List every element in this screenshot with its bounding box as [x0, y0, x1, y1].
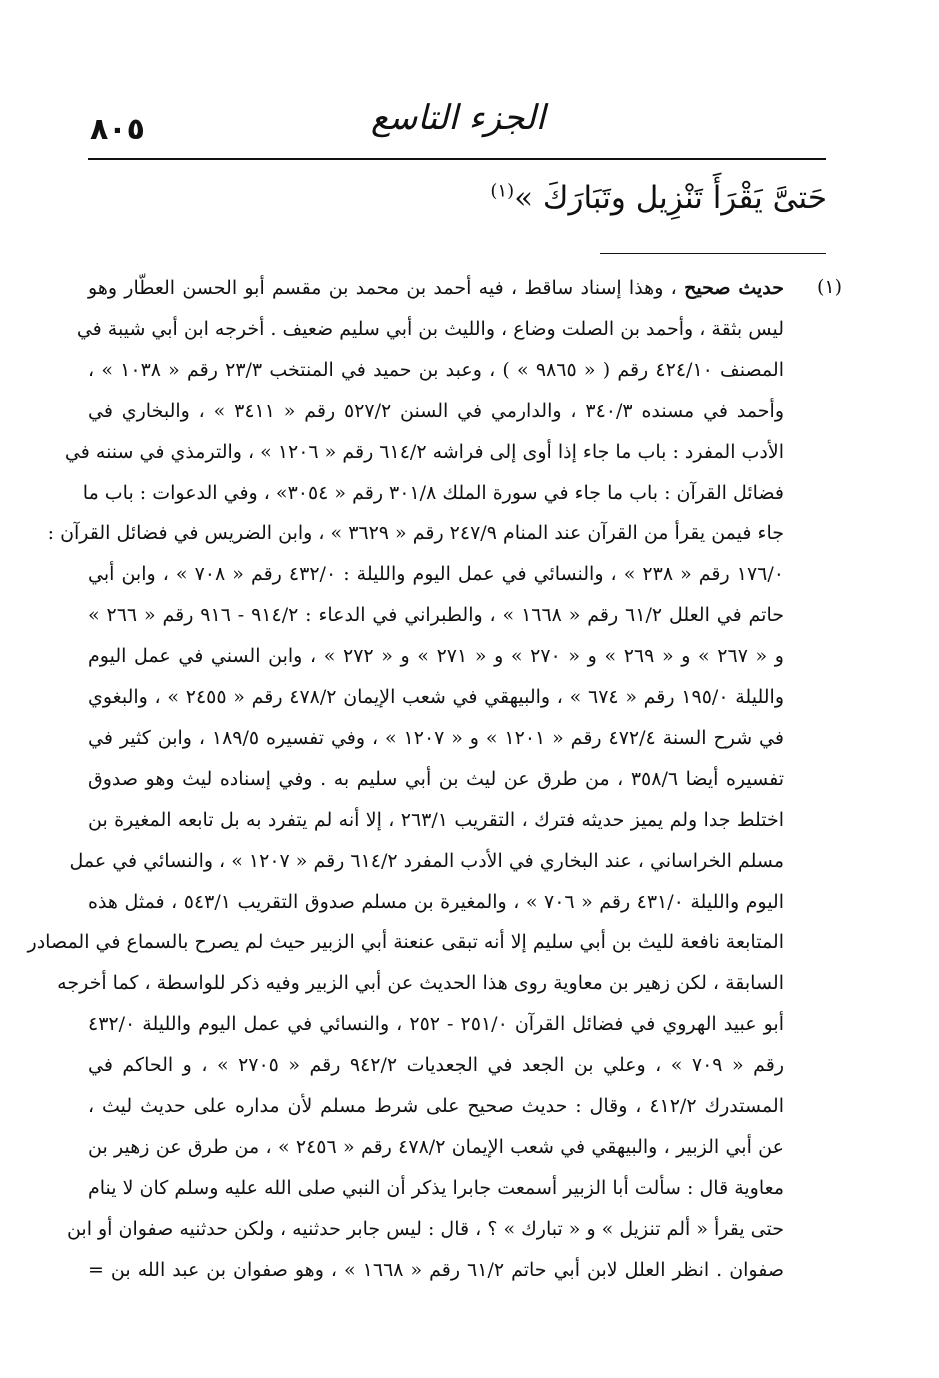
footnote-line: [88, 358, 784, 382]
footnote-marker: (١): [816, 276, 842, 298]
footnote: [27, 276, 842, 1300]
footnote-line-text: صفوان . انظر العلل لابن أبي حاتم ٦١/٢ رقم « ١٦٦٨ » ، وهو صفوان بن عبد الله بن =: [88, 1258, 784, 1281]
footnote-line-text: و « ٢٦٧ » و « ٢٦٩ » و « ٢٧٠ » و « ٢٧١ » و « ٢٧٢ » ، وابن السني في عمل اليوم: [88, 645, 784, 668]
footnote-line: [88, 603, 784, 627]
page-header: [88, 96, 826, 160]
footnote-line-text: المستدرك ٤١٢/٢ ، وقال : حديث صحيح على شرط مسلم لأن مداره على حديث ليث ،: [88, 1095, 784, 1117]
page-number: ٨٠٥: [90, 112, 145, 147]
hadith-text-line: [187, 180, 827, 216]
footnote-line-text: وأحمد في مسنده ٣٤٠/٣ ، والدارمي في السنن ٥٢٧/٢ رقم « ٣٤١١ » ، والبخاري في: [88, 399, 784, 422]
footnote-line: [88, 644, 784, 668]
footnote-line-text: ١٧٦/٠ رقم « ٢٣٨ » ، والنسائي في عمل اليوم والليلة : ٤٣٢/٠ رقم « ٧٠٨ » ، وابن أبي: [88, 563, 784, 586]
footnote-line-text: السابقة ، لكن زهير بن معاوية روى هذا الحديث عن أبي الزبير وفيه ذكر للواسطة ، كما أخرجه: [57, 972, 784, 995]
footnote-line: [88, 1135, 784, 1159]
footnote-line-text: ليس بثقة ، وأحمد بن الصلت وضاع ، والليث بن أبي سليم ضعيف . أخرجه ابن أبي شيبة في: [76, 317, 784, 340]
footnote-line: [88, 767, 784, 791]
footnote-line-text: اختلط جدا ولم يميز حديثه فترك ، التقريب ٢٦٣/١ ، إلا أنه لم يتفرد به بل تابعه المغيرة بن: [88, 808, 784, 831]
footnote-line-text: والليلة ١٩٥/٠ رقم « ٦٧٤ » ، والبيهقي في شعب الإيمان ٤٧٨/٢ رقم « ٢٤٥٥ » ، والبغوي: [88, 686, 784, 708]
footnote-separator: [600, 253, 826, 254]
footnote-line: [64, 440, 784, 464]
running-title: الجزء التاسع: [370, 98, 546, 138]
footnote-line: [69, 849, 784, 873]
footnote-line: [88, 890, 784, 914]
footnote-line: [88, 1176, 784, 1200]
footnote-line-text: فضائل القرآن : باب ما جاء في سورة الملك ٣٠١/٨ رقم « ٣٠٥٤» ، وفي الدعوات : باب ما: [82, 481, 784, 504]
footnote-line: [57, 971, 784, 995]
footnote-line-text: مسلم الخراساني ، عند البخاري في الأدب المفرد ٦١٤/٢ رقم « ١٢٠٧ » ، والنسائي في عمل: [69, 849, 784, 872]
footnote-line-text: حتى يقرأ « ألم تنزيل » و « تبارك » ؟ ، قال : ليس جابر حدثنيه ، ولكن حدثنيه صفوان أو ابن: [66, 1217, 784, 1240]
footnote-line-text: المتابعة نافعة لليث بن أبي سليم إلا أنه تبقى عنعنة أبي الزبير حيث لم يصرح بالسماع في المصادر: [27, 931, 784, 954]
footnote-line-text: ، وهذا إسناد ساقط ، فيه أحمد بن محمد بن مقسم أبو الحسن العطّار وهو: [88, 277, 685, 299]
hadith-text: حَتىَّ يَقْرَأَ تَنْزِيل وتَبَارَكَ »: [514, 180, 827, 216]
footnote-line-text: تفسيره أيضا ٣٥٨/٦ ، من طرق عن ليث بن أبي سليم به . وفي إسناده ليث وهو صدوق: [88, 767, 784, 790]
footnote-line-text: معاوية قال : سألت أبا الزبير أسمعت جابرا يذكر أن النبي صلى الله عليه وسلم كان لا ينام: [88, 1176, 784, 1199]
footnote-line: [88, 808, 784, 832]
grading-label: حديث صحيح: [684, 277, 784, 299]
footnote-reference: (١): [490, 180, 515, 202]
footnote-line-text: في شرح السنة ٤٧٢/٤ رقم « ١٢٠١ » و « ١٢٠٧ » ، وفي تفسيره ١٨٩/٥ ، وابن كثير في: [88, 726, 784, 749]
footnote-line: [88, 562, 784, 586]
footnote-line: [47, 521, 784, 545]
footnote-line-text: عن أبي الزبير ، والبيهقي في شعب الإيمان ٤٧٨/٢ رقم « ٢٤٥٦ » ، من طرق عن زهير بن: [88, 1135, 784, 1158]
footnote-line-text: اليوم والليلة ٤٣١/٠ رقم « ٧٠٦ » ، والمغيرة بن مسلم صدوق التقريب ٥٤٣/١ ، فمثل هذه: [88, 890, 784, 913]
footnote-line-text: الأدب المفرد : باب ما جاء إذا أوى إلى فراشه ٦١٤/٢ رقم « ١٢٠٦ » ، والترمذي في سننه في: [64, 440, 784, 463]
footnote-line: [88, 685, 784, 709]
footnote-line: [88, 276, 784, 300]
footnote-line-text: المصنف ٤٢٤/١٠ رقم ( « ٩٨٦٥ » ) ، وعبد بن حميد في المنتخب ٢٣/٣ رقم « ١٠٣٨ » ،: [88, 358, 784, 381]
footnote-line-text: جاء فيمن يقرأ من القرآن عند المنام ٢٤٧/٩ رقم « ٣٦٢٩ » ، وابن الضريس في فضائل القرآن :: [47, 522, 784, 545]
footnote-line: [82, 481, 784, 505]
footnote-line: [88, 1094, 784, 1118]
footnote-line-text: أبو عبيد الهروي في فضائل القرآن ٢٥١/٠ - ٢٥٢ ، والنسائي في عمل اليوم والليلة ٤٣٢/٠: [88, 1013, 784, 1036]
footnote-line: [27, 930, 784, 954]
footnote-line: [88, 399, 784, 423]
footnote-line: [76, 317, 784, 341]
footnote-line: [88, 726, 784, 750]
footnote-line-text: حاتم في العلل ٦١/٢ رقم « ١٦٦٨ » ، والطبراني في الدعاء : ٩١٤/٢ - ٩١٦ رقم « ٢٦٦ »: [88, 604, 784, 627]
footnote-line: [88, 1258, 784, 1282]
footnote-line: [66, 1217, 784, 1241]
footnote-line: [88, 1053, 784, 1077]
footnote-line: [88, 1012, 784, 1036]
footnote-line-text: رقم « ٧٠٩ » ، وعلي بن الجعد في الجعديات ٩٤٢/٢ رقم « ٢٧٠٥ » ، و الحاكم في: [88, 1054, 784, 1077]
